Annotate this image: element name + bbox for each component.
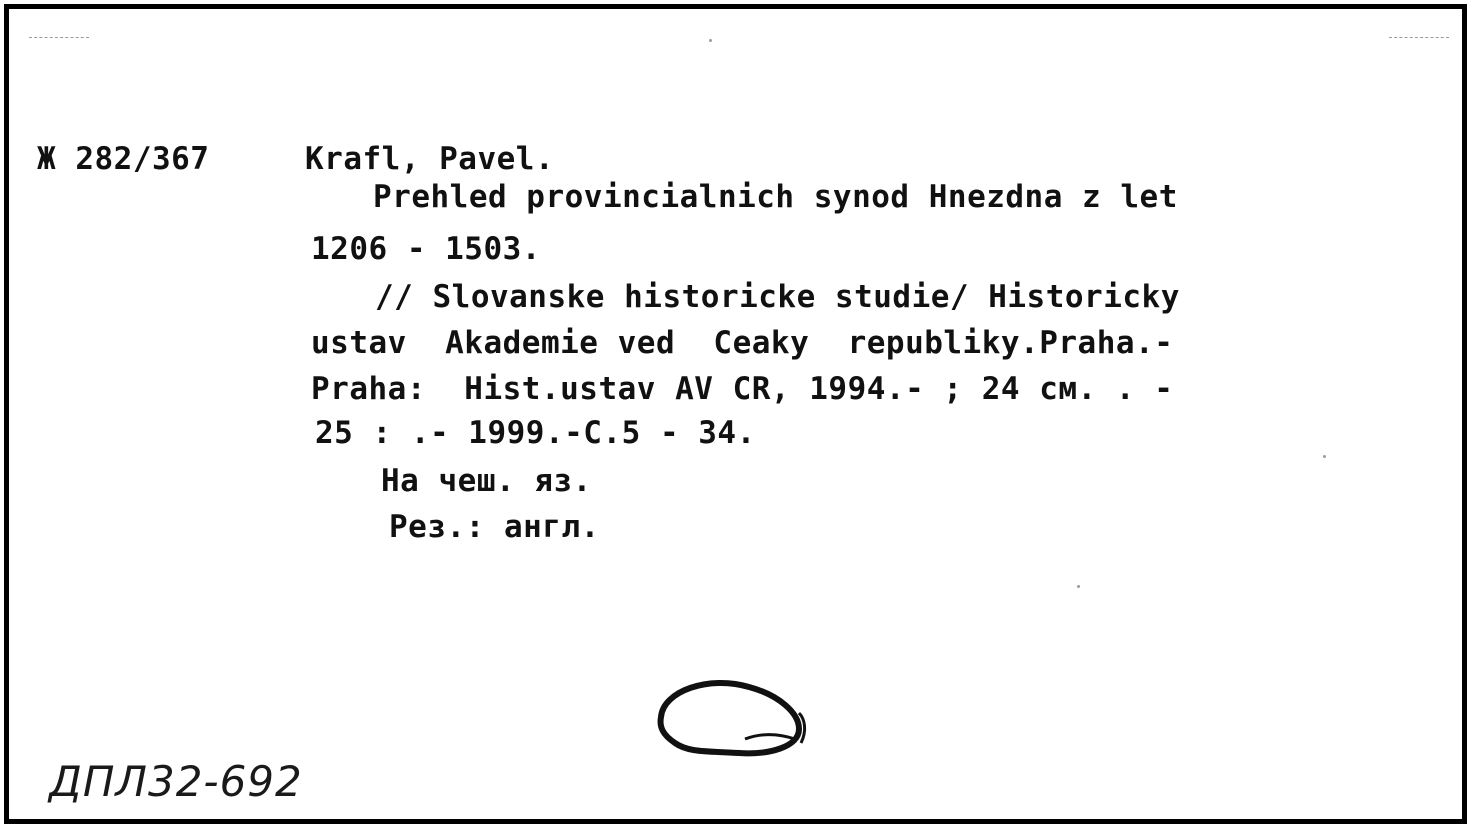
source-line-2: ustav Akademie ved Ceaky republiky.Praha.-	[311, 325, 1174, 361]
source-line-1: // Slovanske historicke studie/ Historicky	[375, 279, 1180, 315]
summary-note: Рез.: англ.	[389, 509, 600, 545]
paper-speck	[1077, 585, 1080, 588]
top-dashed-rule-left	[29, 37, 89, 38]
stamp-oval-mark	[649, 669, 819, 769]
title-line-1: Prehled provincialnich synod Hnezdna z let	[373, 179, 1178, 215]
handwritten-shelf-code: ДПЛ32-692	[49, 757, 303, 806]
title-line-2: 1206 - 1503.	[311, 231, 541, 267]
language-note: На чеш. яз.	[381, 463, 592, 499]
paper-speck	[709, 39, 712, 42]
call-number: Ж 282/367	[37, 141, 210, 177]
catalog-card	[4, 4, 1467, 824]
top-dashed-rule-right	[1389, 37, 1449, 38]
author-line: Krafl, Pavel.	[305, 141, 555, 177]
paper-speck	[1323, 455, 1326, 458]
source-line-4: 25 : .- 1999.-С.5 - 34.	[315, 415, 756, 451]
source-line-3: Praha: Hist.ustav AV CR, 1994.- ; 24 см. . -	[311, 371, 1174, 407]
